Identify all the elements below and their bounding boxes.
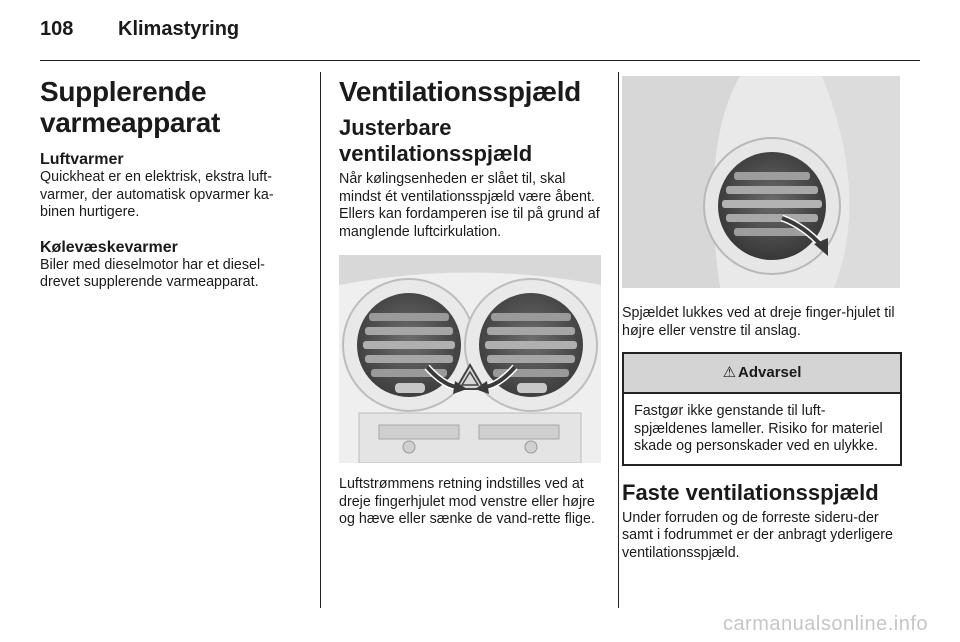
column-2 bbox=[339, 76, 604, 529]
side-vent-illustration bbox=[622, 76, 900, 288]
text-faste: Under forruden og de forreste sideru-der samt i fodrummet er der anbragt yderligere ventilationsspjæld. bbox=[622, 509, 893, 561]
section-heading-supplerende: Supplerende varmeapparat bbox=[40, 76, 221, 138]
header-rule bbox=[40, 60, 920, 61]
chapter-title: Klimastyring bbox=[118, 18, 240, 40]
warning-header bbox=[624, 354, 900, 394]
text-luftvarmer: Quickheat er en elektrisk, ekstra luft-varmer, der automatisk opvarmer ka-binen hurtigere. bbox=[40, 169, 274, 220]
intro-text: Når kølingsenheden er slået til, skal mindst ét ventilationsspjæld være åbent. Ellers kan fordamperen ise til på grund af manglende luftcirkulation. bbox=[339, 171, 600, 240]
side-vent bbox=[704, 138, 840, 274]
column-3 bbox=[622, 76, 904, 562]
page-header bbox=[40, 18, 920, 48]
column-divider-2 bbox=[618, 72, 619, 608]
warning-title: Advarsel bbox=[738, 364, 802, 381]
figure-dual-vents bbox=[339, 255, 601, 463]
subheading-kolevaeskevarmer: Kølevæskevarmer bbox=[40, 238, 178, 256]
text-kolevaeskevarmer: Biler med dieselmotor har et diesel-drevet supplerende varmeapparat. bbox=[40, 256, 265, 290]
page-number: 108 bbox=[40, 18, 74, 40]
section-heading-ventilationsspjaeld: Ventilationsspjæld bbox=[339, 76, 581, 107]
figure-caption-close: Spjældet lukkes ved at dreje finger-hjulet til højre eller venstre til anslag. bbox=[622, 305, 895, 339]
watermark: carmanualsonline.info bbox=[722, 613, 928, 635]
figure-side-vent bbox=[622, 76, 900, 288]
warning-text: Fastgør ikke genstande til luft-spjældenes lameller. Risiko for materiel skade og personskader ved en ulykke. bbox=[634, 403, 883, 454]
warning-box bbox=[622, 352, 902, 466]
column-divider-1 bbox=[320, 72, 321, 608]
column-1 bbox=[40, 76, 302, 292]
section-heading-faste: Faste ventilationsspjæld bbox=[622, 479, 879, 505]
warning-triangle-icon: ⚠ bbox=[722, 364, 737, 381]
subheading-luftvarmer: Luftvarmer bbox=[40, 151, 124, 168]
subheading-justerbare: Justerbare ventilationsspjæld bbox=[339, 115, 533, 166]
dual-vent-illustration bbox=[339, 255, 601, 463]
figure-caption-direction: Luftstrømmens retning indstilles ved at dreje fingerhjulet mod venstre eller højre og hæve eller sænke de vand-rette flige. bbox=[339, 476, 595, 527]
